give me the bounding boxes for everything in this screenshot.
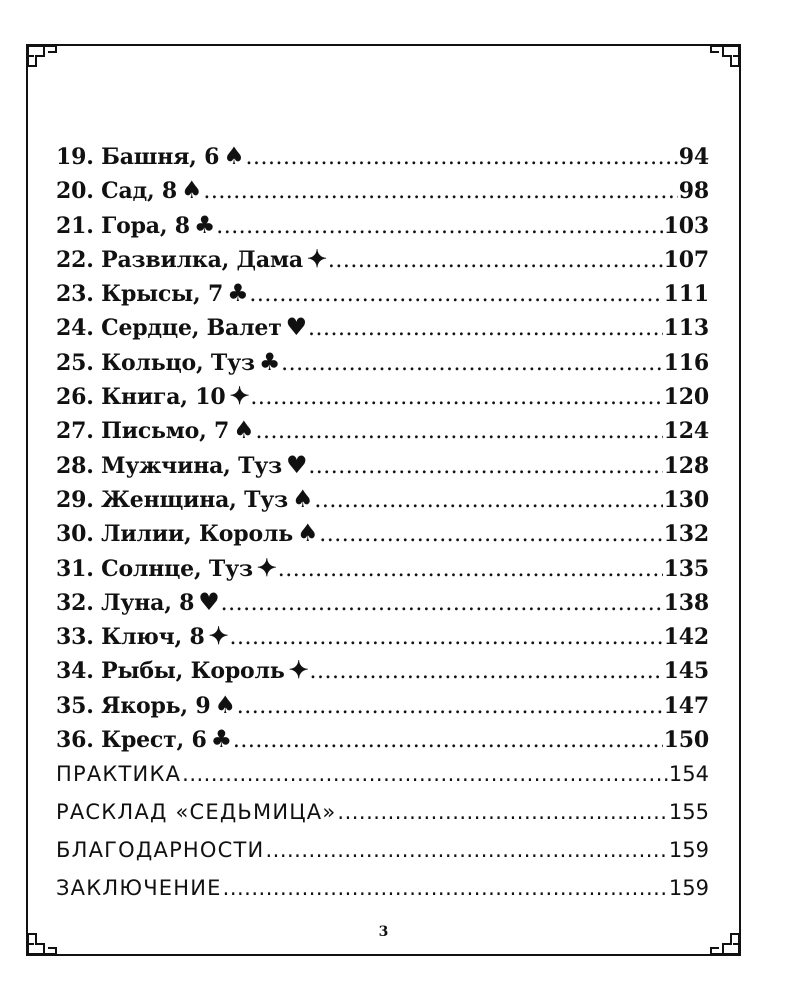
dot-leader [328, 248, 663, 273]
section-title: БЛАГОДАРНОСТИ [56, 838, 265, 862]
corner-ornament-top-left-icon [26, 44, 64, 74]
entry-title: 32. Луна, 8 [56, 589, 195, 616]
toc-entry[interactable] [56, 312, 709, 349]
dot-leader [308, 454, 662, 479]
dot-leader [246, 145, 678, 170]
entry-title: 22. Развилка, Дама [56, 246, 303, 273]
entry-title: 27. Письмо, 7 [56, 418, 230, 445]
entry-page: 103 [663, 212, 709, 239]
toc-entry[interactable] [56, 449, 709, 487]
dot-leader [265, 838, 667, 862]
entry-page: 150 [663, 727, 709, 754]
toc-entry[interactable] [56, 175, 709, 212]
toc-section-practice[interactable] [56, 762, 709, 800]
section-title: ЗАКЛЮЧЕНИЕ [56, 876, 222, 900]
entry-page: 94 [678, 144, 709, 170]
entry-title: 36. Крест, 6 [56, 727, 207, 754]
dot-leader [314, 488, 662, 513]
section-page: 159 [668, 838, 709, 862]
diamond-icon: ✦ [208, 621, 229, 651]
spade-icon: ♠ [214, 689, 236, 719]
toc-entry[interactable] [56, 381, 709, 418]
toc-entry[interactable] [56, 346, 709, 384]
dot-leader [278, 557, 663, 582]
heart-icon: ♥ [285, 449, 308, 479]
dot-leader [223, 876, 668, 900]
dot-leader [281, 351, 663, 376]
entry-page: 98 [678, 178, 709, 205]
entry-title: 20. Сад, 8 [56, 178, 177, 205]
spade-icon: ♠ [233, 415, 255, 445]
dot-leader [249, 282, 662, 307]
entry-page: 107 [663, 246, 709, 273]
dot-leader [229, 625, 662, 650]
entry-title: 21. Гора, 8 [56, 212, 190, 239]
club-icon: ♣ [227, 278, 249, 308]
spade-icon: ♠ [181, 175, 203, 205]
entry-page: 111 [663, 281, 709, 308]
entry-page: 135 [663, 555, 709, 582]
toc-entry[interactable] [56, 415, 709, 452]
section-title: ПРАКТИКА [56, 762, 182, 786]
entry-page: 130 [663, 486, 709, 513]
dot-leader [233, 728, 663, 753]
toc-entry[interactable] [56, 243, 709, 281]
toc-entry[interactable] [56, 724, 709, 761]
dot-leader [308, 316, 663, 341]
entry-title: 25. Кольцо, Туз [56, 349, 255, 376]
club-icon: ♣ [193, 209, 216, 239]
entry-page: 132 [663, 521, 709, 548]
entry-page: 138 [663, 589, 709, 616]
entry-title: 35. Якорь, 9 [56, 692, 211, 719]
diamond-icon: ✦ [229, 381, 250, 411]
diamond-icon: ✦ [306, 243, 327, 273]
entry-title: 30. Лилии, Король [56, 521, 293, 548]
entry-title: 29. Женщина, Туз [56, 486, 288, 513]
section-page: 155 [668, 800, 709, 824]
toc-entry[interactable] [56, 621, 709, 658]
entry-page: 124 [663, 418, 709, 445]
entry-title: 33. Ключ, 8 [56, 624, 205, 651]
entry-title: 26. Книга, 10 [56, 384, 226, 411]
dot-leader [256, 419, 663, 444]
book-page [26, 44, 741, 956]
entry-page: 147 [663, 692, 709, 719]
toc-sections [56, 762, 709, 914]
toc-section-acknowledgements[interactable] [56, 838, 709, 876]
club-icon: ♣ [258, 346, 281, 376]
toc-entry[interactable] [56, 209, 709, 247]
dot-leader [310, 659, 663, 684]
dot-leader [319, 522, 662, 547]
toc-entry[interactable] [56, 552, 709, 590]
toc-entry[interactable] [56, 518, 709, 555]
entry-page: 113 [663, 315, 709, 342]
corner-ornament-top-right-icon [703, 44, 741, 74]
entry-page: 116 [663, 349, 709, 376]
entry-page: 128 [663, 452, 709, 479]
section-title: РАСКЛАД «СЕДЬМИЦА» [56, 800, 337, 824]
toc-entry[interactable] [56, 655, 709, 692]
dot-leader [221, 591, 663, 616]
spade-icon: ♠ [296, 518, 319, 548]
entry-title: 28. Мужчина, Туз [56, 452, 282, 479]
dot-leader [237, 694, 663, 719]
club-icon: ♣ [210, 724, 232, 754]
toc-entry[interactable] [56, 689, 709, 727]
toc-section-spread[interactable] [56, 800, 709, 838]
heart-icon: ♥ [198, 586, 220, 616]
diamond-icon: ✦ [288, 655, 309, 685]
entry-page: 145 [663, 658, 709, 685]
section-page: 154 [668, 762, 709, 786]
toc-entry[interactable] [56, 278, 709, 315]
dot-leader [216, 214, 662, 239]
dot-leader [337, 800, 668, 824]
entry-title: 19. Башня, 6 [56, 144, 220, 170]
heart-icon: ♥ [285, 312, 307, 342]
dot-leader [250, 385, 662, 410]
toc-entry[interactable] [56, 586, 709, 624]
spade-icon: ♠ [223, 141, 245, 170]
page-number: 3 [378, 924, 389, 940]
toc-entry[interactable] [56, 141, 709, 178]
entry-title: 34. Рыбы, Король [56, 658, 285, 685]
dot-leader [182, 762, 668, 786]
toc-section-conclusion[interactable] [56, 876, 709, 914]
spade-icon: ♠ [292, 483, 314, 513]
entry-page: 142 [663, 624, 709, 651]
entry-title: 24. Сердце, Валет [56, 315, 282, 342]
entry-title: 23. Крысы, 7 [56, 281, 224, 308]
toc-entry[interactable] [56, 483, 709, 521]
section-page: 159 [668, 876, 709, 900]
entry-title: 31. Солнце, Туз [56, 555, 253, 582]
dot-leader [203, 179, 677, 204]
diamond-icon: ✦ [256, 552, 277, 582]
table-of-contents [56, 141, 709, 761]
entry-page: 120 [663, 384, 709, 411]
